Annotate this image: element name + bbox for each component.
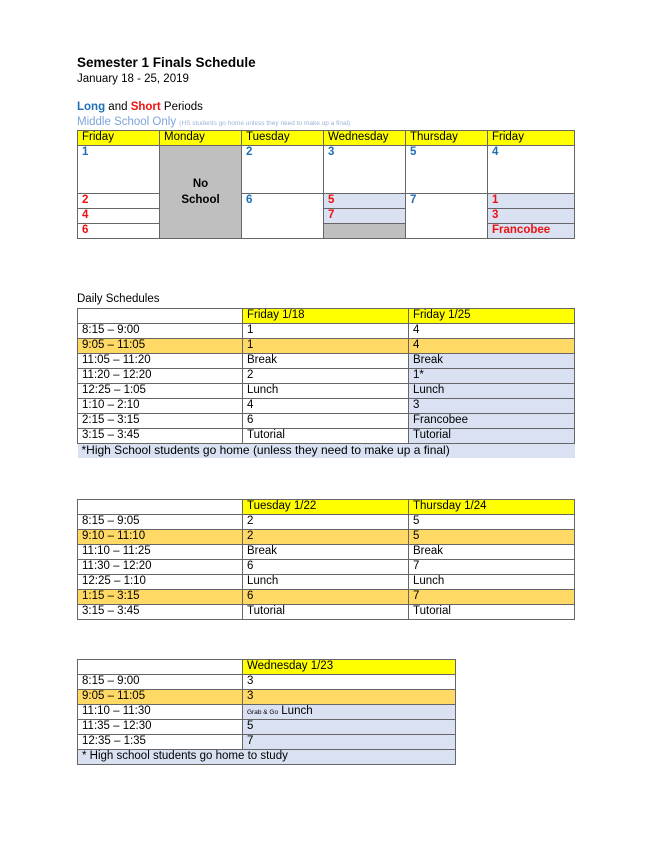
day-header: Tuesday bbox=[242, 131, 324, 146]
time-cell: 11:10 – 11:30 bbox=[78, 705, 243, 720]
table-row bbox=[78, 384, 575, 399]
legend-periods-text: Periods bbox=[160, 101, 203, 113]
thu-period-b: 7 bbox=[406, 194, 488, 239]
col-header: Wednesday 1/23 bbox=[243, 660, 456, 675]
wed-period-a: 3 bbox=[324, 146, 406, 194]
time-header-empty bbox=[78, 660, 243, 675]
table1-footnote: *High School students go home (unless they need to make up a final) bbox=[78, 444, 575, 459]
col-header: Friday 1/25 bbox=[409, 309, 575, 324]
cell: 6 bbox=[243, 414, 409, 429]
date-range: January 18 - 25, 2019 bbox=[77, 73, 189, 85]
day-header: Monday bbox=[160, 131, 242, 146]
table-row bbox=[78, 354, 575, 369]
cell-grab-go-lunch bbox=[243, 705, 456, 720]
time-cell: 11:35 – 12:30 bbox=[78, 720, 243, 735]
tue-thu-schedule-table bbox=[77, 499, 575, 620]
cell: Break bbox=[409, 354, 575, 369]
cell: 6 bbox=[243, 590, 409, 605]
fri1-period-d: 6 bbox=[78, 224, 160, 239]
time-header-empty bbox=[78, 309, 243, 324]
cell: 4 bbox=[409, 324, 575, 339]
time-cell: 3:15 – 3:45 bbox=[78, 429, 243, 444]
fri2-period-c: 3 bbox=[488, 209, 575, 224]
cell: Lunch bbox=[409, 575, 575, 590]
table-row bbox=[78, 735, 456, 750]
time-cell: 12:25 – 1:05 bbox=[78, 384, 243, 399]
table-row bbox=[78, 399, 575, 414]
legend-ms-note: (HS students go home unless they need to make up a final) bbox=[179, 120, 351, 127]
table-row bbox=[78, 705, 456, 720]
cell: 4 bbox=[409, 339, 575, 354]
fri1-period-a: 1 bbox=[78, 146, 160, 194]
cell: Break bbox=[409, 545, 575, 560]
time-cell: 8:15 – 9:00 bbox=[78, 324, 243, 339]
time-cell: 11:05 – 11:20 bbox=[78, 354, 243, 369]
cell: Francobee bbox=[409, 414, 575, 429]
day-header: Friday bbox=[488, 131, 575, 146]
legend-long: Long bbox=[77, 101, 106, 113]
tue-period-b: 6 bbox=[242, 194, 324, 239]
cell: 1 bbox=[243, 339, 409, 354]
monday-no-school bbox=[160, 146, 242, 239]
tue-period-a: 2 bbox=[242, 146, 324, 194]
page-title: Semester 1 Finals Schedule bbox=[77, 55, 256, 70]
table3-footnote: * High school students go home to study bbox=[78, 750, 456, 765]
cell: 2 bbox=[243, 515, 409, 530]
cell: Lunch bbox=[243, 384, 409, 399]
cell: Tutorial bbox=[243, 605, 409, 620]
table-row bbox=[78, 575, 575, 590]
cell: 4 bbox=[243, 399, 409, 414]
legend-short: Short bbox=[130, 101, 161, 113]
time-header-empty bbox=[78, 500, 243, 515]
fri2-period-d: Francobee bbox=[488, 224, 575, 239]
cell: 1* bbox=[409, 369, 575, 384]
time-cell: 8:15 – 9:00 bbox=[78, 675, 243, 690]
table-row bbox=[78, 720, 456, 735]
table-row bbox=[78, 369, 575, 384]
time-cell: 1:15 – 3:15 bbox=[78, 590, 243, 605]
table-row bbox=[78, 324, 575, 339]
thu-period-a: 5 bbox=[406, 146, 488, 194]
cell: 1 bbox=[243, 324, 409, 339]
time-cell: 9:05 – 11:05 bbox=[78, 690, 243, 705]
cell: 3 bbox=[409, 399, 575, 414]
wednesday-schedule-table bbox=[77, 659, 456, 765]
col-header: Thursday 1/24 bbox=[409, 500, 575, 515]
time-cell: 9:05 – 11:05 bbox=[78, 339, 243, 354]
cell: 7 bbox=[409, 560, 575, 575]
grab-go-label: Grab & Go bbox=[247, 709, 279, 716]
no-school-line2: School bbox=[181, 194, 220, 206]
day-header: Friday bbox=[78, 131, 160, 146]
table-row bbox=[78, 560, 575, 575]
cell: 2 bbox=[243, 369, 409, 384]
cell: 3 bbox=[243, 675, 456, 690]
table-row bbox=[78, 414, 575, 429]
cell: Tutorial bbox=[409, 429, 575, 444]
cell: 2 bbox=[243, 530, 409, 545]
cell: Tutorial bbox=[243, 429, 409, 444]
table-row bbox=[78, 605, 575, 620]
table-row bbox=[78, 675, 456, 690]
legend-periods bbox=[77, 101, 203, 113]
fri2-period-a: 4 bbox=[488, 146, 575, 194]
time-cell: 11:20 – 12:20 bbox=[78, 369, 243, 384]
cell: 5 bbox=[409, 515, 575, 530]
cell: 5 bbox=[409, 530, 575, 545]
wed-period-c: 7 bbox=[324, 209, 406, 224]
time-cell: 1:10 – 2:10 bbox=[78, 399, 243, 414]
table-row bbox=[78, 545, 575, 560]
day-header: Thursday bbox=[406, 131, 488, 146]
time-cell: 12:35 – 1:35 bbox=[78, 735, 243, 750]
cell: Tutorial bbox=[409, 605, 575, 620]
col-header: Tuesday 1/22 bbox=[243, 500, 409, 515]
lunch-label: Lunch bbox=[281, 705, 313, 717]
cell: 5 bbox=[243, 720, 456, 735]
cell: Break bbox=[243, 545, 409, 560]
time-cell: 9:10 – 11:10 bbox=[78, 530, 243, 545]
cell: 7 bbox=[409, 590, 575, 605]
fri1-period-b: 2 bbox=[78, 194, 160, 209]
cell: 6 bbox=[243, 560, 409, 575]
time-cell: 3:15 – 3:45 bbox=[78, 605, 243, 620]
cell: Lunch bbox=[243, 575, 409, 590]
time-cell: 11:30 – 12:20 bbox=[78, 560, 243, 575]
time-cell: 11:10 – 11:25 bbox=[78, 545, 243, 560]
legend-and: and bbox=[105, 101, 131, 113]
table-row bbox=[78, 339, 575, 354]
cell: Lunch bbox=[409, 384, 575, 399]
day-header: Wednesday bbox=[324, 131, 406, 146]
wed-period-b: 5 bbox=[324, 194, 406, 209]
time-cell: 8:15 – 9:05 bbox=[78, 515, 243, 530]
table-row bbox=[78, 429, 575, 444]
col-header: Friday 1/18 bbox=[243, 309, 409, 324]
wed-empty bbox=[324, 224, 406, 239]
cell: 3 bbox=[243, 690, 456, 705]
cell: Break bbox=[243, 354, 409, 369]
time-cell: 2:15 – 3:15 bbox=[78, 414, 243, 429]
overview-header-row bbox=[78, 131, 575, 146]
table-row bbox=[78, 530, 575, 545]
daily-schedules-label: Daily Schedules bbox=[77, 293, 160, 305]
time-cell: 12:25 – 1:10 bbox=[78, 575, 243, 590]
legend-ms-label: Middle School Only bbox=[77, 116, 177, 128]
fri2-period-b: 1 bbox=[488, 194, 575, 209]
legend-middle-school bbox=[77, 116, 350, 128]
friday-schedule-table bbox=[77, 308, 575, 458]
overview-table bbox=[77, 130, 575, 239]
table-row bbox=[78, 515, 575, 530]
fri1-period-c: 4 bbox=[78, 209, 160, 224]
cell: 7 bbox=[243, 735, 456, 750]
table-row bbox=[78, 690, 456, 705]
no-school-line1: No bbox=[192, 178, 209, 190]
table-row bbox=[78, 590, 575, 605]
